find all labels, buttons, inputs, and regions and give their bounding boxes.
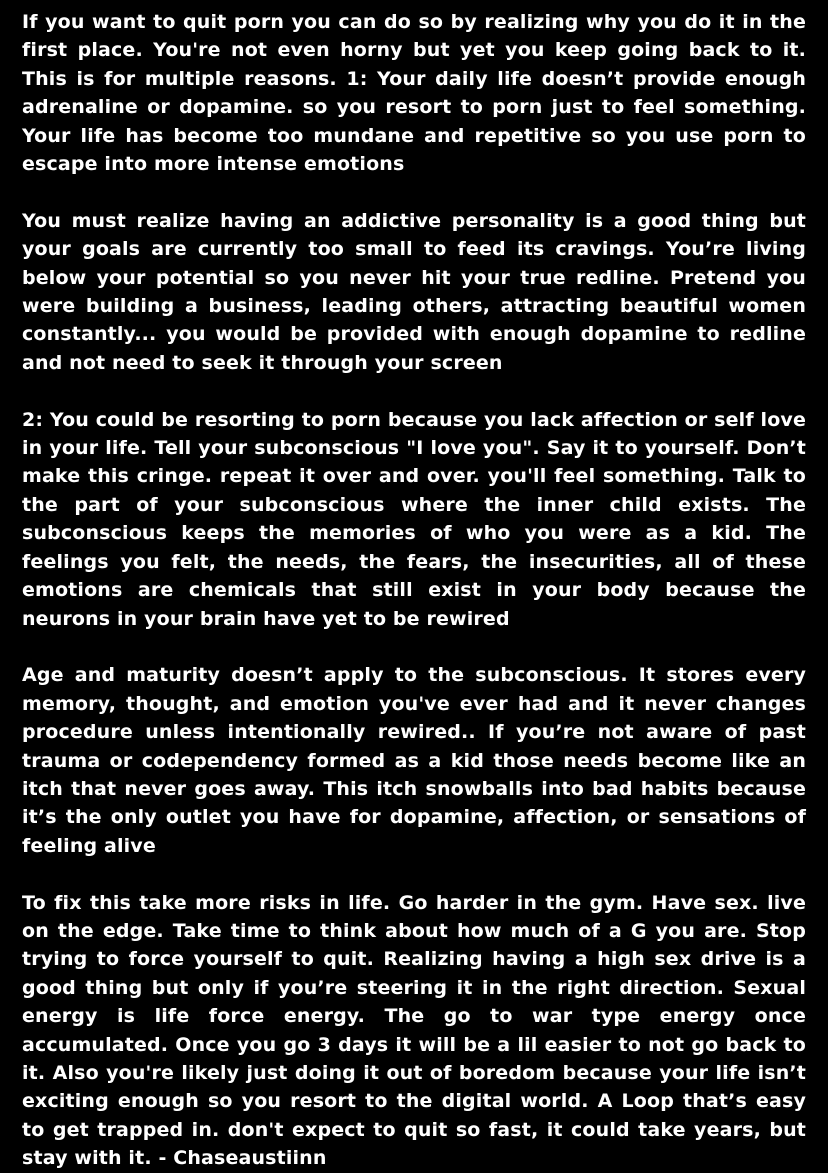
paragraph-4: Age and maturity doesn’t apply to the subconscious. It stores every memory, thought, and emotion you've ever had and it never changes procedure unless intentionally rewired.. If you’re not aware of past trauma or codependency formed as a kid those needs become like an itch that never goes away. This itch snowballs into bad habits because it’s the only outlet you have for dopamine, affection, or sensations of feeling alive — [22, 664, 806, 857]
document-body — [22, 8, 806, 1173]
paragraph-5: To fix this take more risks in life. Go harder in the gym. Have sex. live on the edge. Take time to think about how much of a G you are. Stop trying to force yourself to quit. Realizing having a high sex drive is a good thing but only if you’re steering it in the right direction. Sexual energy is life force energy. The go to war type energy once accumulated. Once you go 3 days it will be a lil easier to not go back to it. Also you're likely just doing it out of boredom because your life isn’t exciting enough so you resort to the digital world. A Loop that’s easy to get trapped in. don't expect to quit so fast, it could take years, but stay with it. - Chaseaustiinn — [22, 891, 806, 1170]
paragraph-3: 2: You could be resorting to porn because you lack affection or self love in your life. Tell your subconscious "I love you". Say it to yourself. Don’t make this cringe. repeat it over and over. you'll feel something. Talk to the part of your subconscious where the inner child exists. The subconscious keeps the memories of who you were as a kid. The feelings you felt, the needs, the fears, the insecurities, all of these emotions are chemicals that still exist in your body because the neurons in your brain have yet to be rewired — [22, 408, 806, 630]
paragraph-2: You must realize having an addictive personality is a good thing but your goals are currently too small to feed its cravings. You’re living below your potential so you never hit your true redline. Pretend you were building a business, leading others, attracting beautiful women constantly... you would be provided with enough dopamine to redline and not need to seek it through your screen — [22, 209, 806, 374]
paragraph-1: If you want to quit porn you can do so by realizing why you do it in the first place. You're not even horny but yet you keep going back to it. This is for multiple reasons. 1: Your daily life doesn’t provide enough adrenaline or dopamine. so you resort to porn just to feel something. Your life has become too mundane and repetitive so you use porn to escape into more intense emotions — [22, 11, 806, 176]
